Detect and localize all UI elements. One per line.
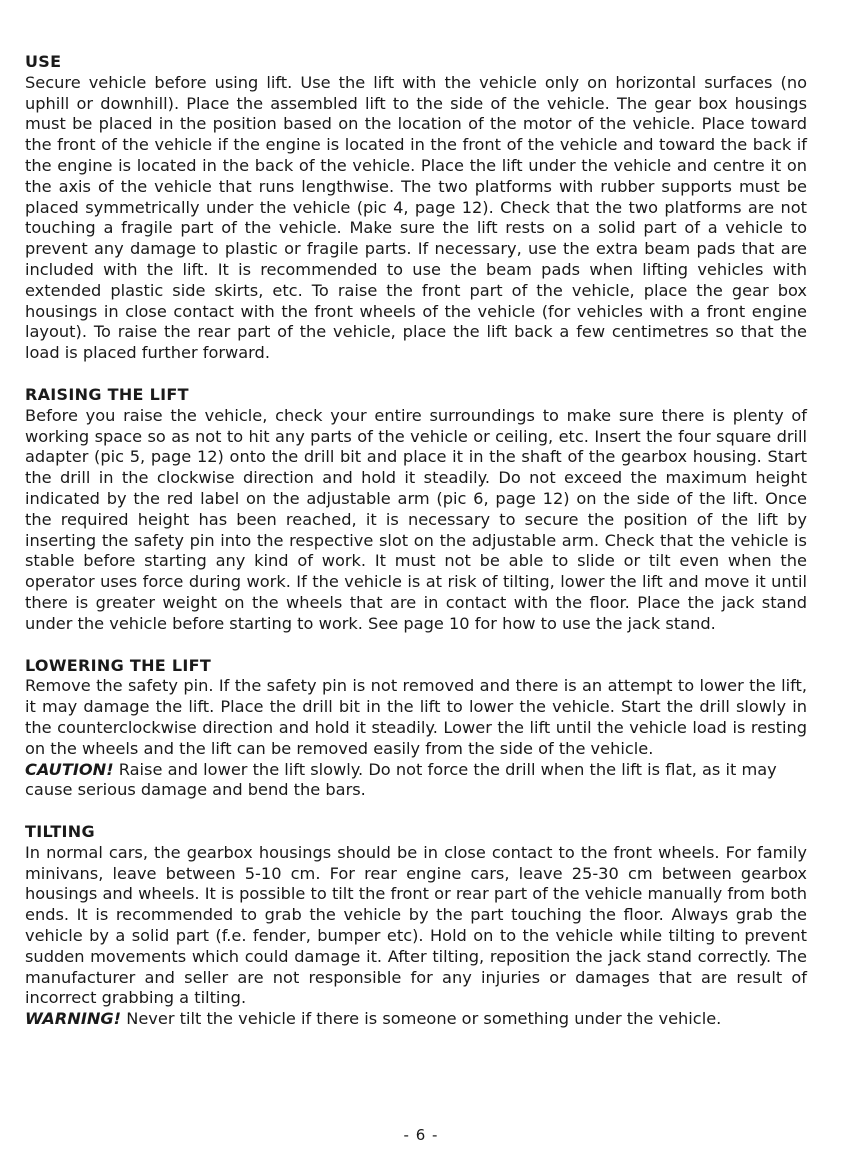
page-number: - 6 -: [403, 1126, 439, 1144]
section-raising-the-lift: [25, 385, 807, 635]
section-body: Remove the safety pin. If the safety pin is not removed and there is an attempt to lower the lift, it may damage the lift. Place the drill bit in the lift to lower the vehicle. Start the drill slowly in the counterclockwise direction and hold it steadily. Lower the lift until the vehicle load is resting on the wheels and the lift can be removed easily from the side of the vehicle.: [25, 676, 807, 758]
section-use: [25, 52, 807, 364]
warning-label: WARNING!: [25, 1009, 122, 1029]
section-body: Before you raise the vehicle, check your entire surroundings to make sure there is plenty of working space so as not to hit any parts of the vehicle or ceiling, etc. Insert the four square drill adapter (pic 5, page 12) onto the drill bit and place it in the shaft of the gearbox housing. Start the drill in the clockwise direction and hold it steadily. Do not exceed the maximum height indicated by the red label on the adjustable arm (pic 6, page 12) on the side of the lift. Once the required height has been reached, it is necessary to secure the position of the lift by inserting the safety pin into the respective slot on the adjustable arm. Check that the vehicle is stable before starting any kind of work. It must not be able to slide or tilt even when the operator uses force during work. If the vehicle is at risk of tilting, lower the lift and move it until there is greater weight on the wheels that are in contact with the floor. Place the jack stand under the vehicle before starting to work. See page 10 for how to use the jack stand.: [25, 405, 807, 633]
warning-text: Never tilt the vehicle if there is someone or something under the vehicle.: [121, 1009, 722, 1029]
section-tilting: [25, 822, 807, 1030]
section-body: In normal cars, the gearbox housings should be in close contact to the front wheels. For family minivans, leave between 5-10 cm. For rear engine cars, leave 25-30 cm between gearbox housings and wheels. It is possible to tilt the front or rear part of the vehicle manually from both ends. It is recommended to grab the vehicle by the part touching the floor. Always grab the vehicle by a solid part (f.e. fender, bumper etc). Hold on to the vehicle while tilting to prevent sudden movements which could damage it. After tilting, reposition the jack stand correctly. The manufacturer and seller are not responsible for any injuries or damages that are result of incorrect grabbing a tilting.: [25, 842, 807, 1008]
section-heading: TILTING: [25, 822, 95, 842]
section-heading: USE: [25, 52, 62, 71]
caution-text: Raise and lower the lift slowly. Do not force the drill when the lift is flat, as it may cause serious damage and bend the bars.: [25, 759, 777, 800]
caution-label: CAUTION!: [25, 759, 114, 779]
section-body: Secure vehicle before using lift. Use the lift with the vehicle only on horizontal surfaces (no uphill or downhill). Place the assembled lift to the side of the vehicle. The gear box housings must be placed in the position based on the location of the motor of the vehicle. Place toward the front of the vehicle if the engine is located in the front of the vehicle and toward the back if the engine is located in the back of the vehicle. Place the lift under the vehicle and centre it on the axis of the vehicle that runs lengthwise. The two platforms with rubber supports must be placed symmetrically under the vehicle (pic 4, page 12). Check that the two platforms are not touching a fragile part of the vehicle. Make sure the lift rests on a solid part of a vehicle to prevent any damage to plastic or fragile parts. If necessary, use the extra beam pads that are included with the lift. It is recommended to use the beam pads when lifting vehicles with extended plastic side skirts, etc. To raise the front part of the vehicle, place the gear box housings in close contact with the front wheels of the vehicle (for vehicles with a front engine layout). To raise the rear part of the vehicle, place the lift back a few centimetres so that the load is placed further forward.: [25, 72, 807, 363]
manual-page: [25, 52, 807, 1051]
section-lowering-the-lift: [25, 656, 807, 802]
section-heading: RAISING THE LIFT: [25, 384, 189, 404]
warning-note: [25, 1009, 807, 1030]
section-heading: LOWERING THE LIFT: [25, 655, 212, 675]
caution-note: [25, 760, 807, 802]
